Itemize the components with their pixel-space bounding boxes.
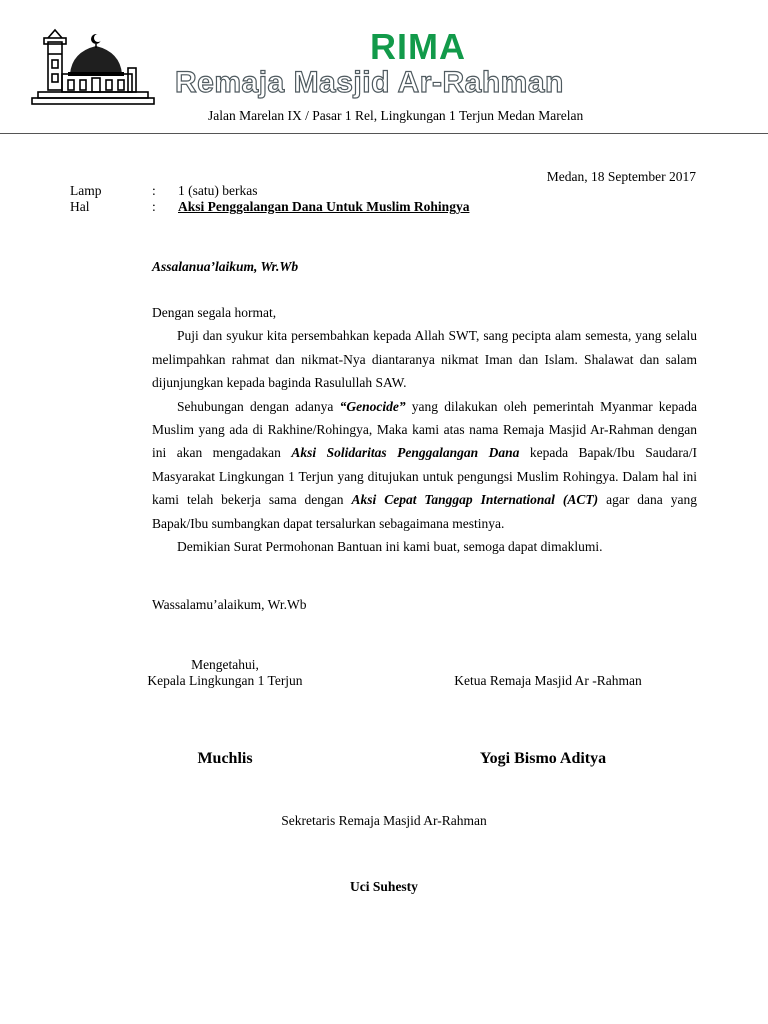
hal-colon: : [152, 199, 156, 214]
campaign-name: Aksi Solidaritas Penggalangan Dana [291, 445, 520, 461]
left-signer-name: Muchlis [197, 750, 253, 767]
org-name: Remaja Masjid Ar-Rahman [175, 66, 564, 99]
right-signer-name: Yogi Bismo Aditya [479, 750, 607, 767]
opening-line: Dengan segala hormat, [152, 305, 277, 320]
greeting: Assalanua’laikum, Wr.Wb [152, 259, 299, 274]
paragraph-2 [152, 395, 697, 535]
org-acronym: RIMA [370, 26, 466, 67]
acknowledge-label: Mengetahui, [191, 657, 259, 672]
left-signer-title: Kepala Lingkungan 1 Terjun [147, 673, 303, 688]
header-divider [0, 133, 768, 134]
partner-name: Aksi Cepat Tanggap International (ACT) [351, 492, 599, 508]
p2-text-e: kepada Bapak/Ibu Saudara/I Masyarakat Lingkungan 1 Terjun yang ditujukan untuk pengungsi Muslim Rohingya. Dalam hal ini kami telah bekerja sama dengan [152, 445, 697, 508]
lamp-colon: : [152, 183, 156, 198]
closing-salutation: Wassalamu’alaikum, Wr.Wb [152, 597, 307, 612]
p2-text-a: Sehubungan dengan adanya [177, 398, 340, 414]
genocide-term: “Genocide” [339, 398, 406, 414]
secretary-title: Sekretaris Remaja Masjid Ar-Rahman [281, 813, 487, 828]
secretary-name: Uci Suhesty [350, 879, 418, 894]
org-address: Jalan Marelan IX / Pasar 1 Rel, Lingkungan 1 Terjun Medan Marelan [208, 108, 584, 123]
letter-date: Medan, 18 September 2017 [546, 169, 696, 184]
paragraph-3: Demikian Surat Permohonan Bantuan ini kami buat, semoga dapat dimaklumi. [177, 539, 603, 555]
subject-line: Aksi Penggalangan Dana Untuk Muslim Rohingya [178, 199, 470, 214]
right-signer-title: Ketua Remaja Masjid Ar -Rahman [454, 673, 642, 688]
p2-text-g: agar dana yang Bapak/Ibu sumbangkan dapat tersalurkan sebagaimana mestinya. [152, 492, 697, 531]
paragraph-1: Puji dan syukur kita persembahkan kepada Allah SWT, sang pecipta alam semesta, yang selalu melimpahkan rahmat dan nikmat-Nya diantaranya nikmat Iman dan Islam. Shalawat dan salam dijunjungkan kepada baginda Rasulullah SAW. [152, 328, 697, 391]
p2-text-c: yang dilakukan oleh pemerintah Myanmar kepada Muslim yang ada di Rakhine/Rohingya, Maka kami atas nama Remaja Masjid Ar-Rahman dengan ini akan mengadakan [152, 398, 698, 461]
lamp-value: 1 (satu) berkas [178, 183, 258, 198]
letter-body [152, 301, 697, 558]
hal-label: Hal [70, 199, 90, 214]
lamp-label: Lamp [70, 183, 102, 198]
